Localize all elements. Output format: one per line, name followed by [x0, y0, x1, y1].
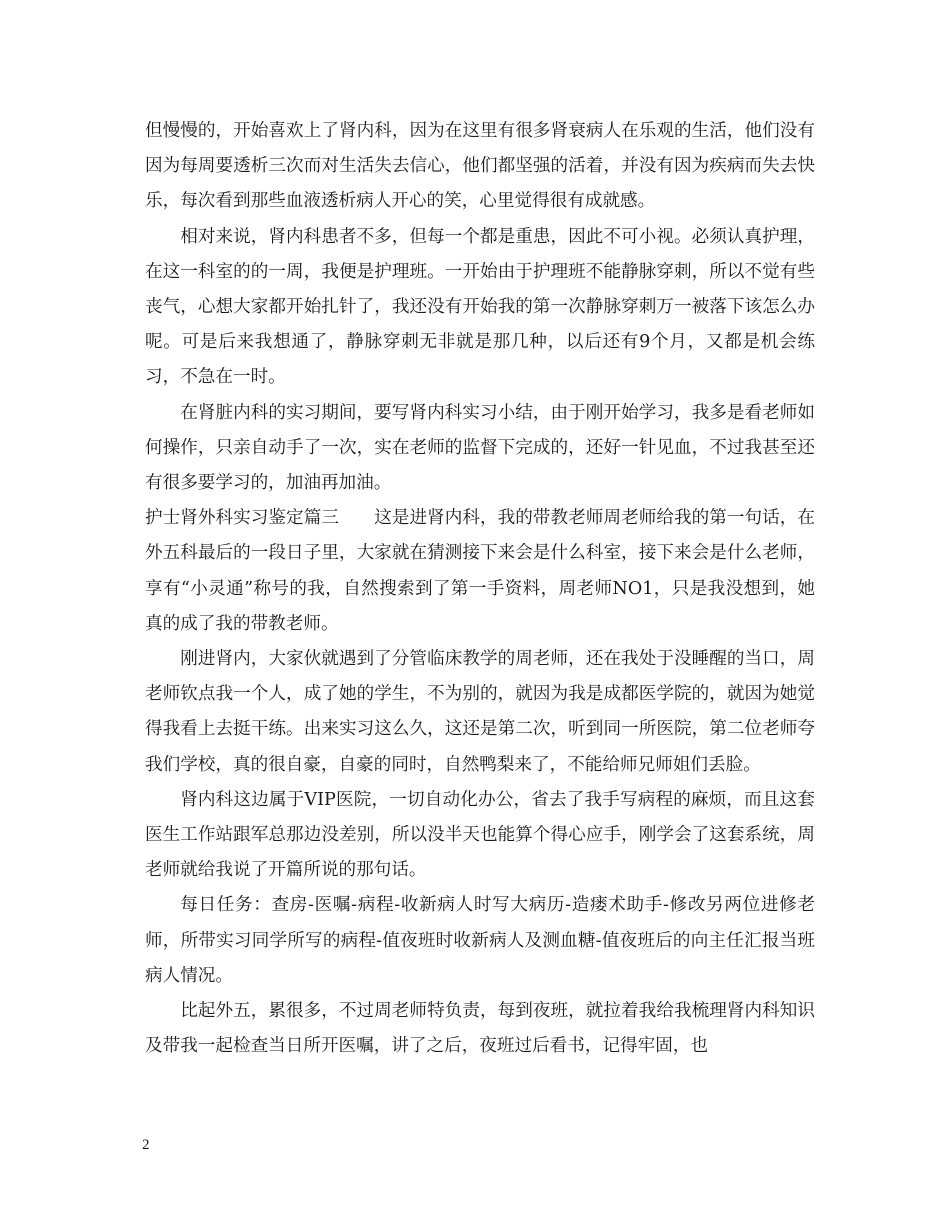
paragraph-6: 肾内科这边属于VIP医院，一切自动化办公，省去了我手写病程的麻烦，而且这套医生工作站跟军总那边没差别，所以没半天也能算个得心应手，刚学会了这套系统，周老师就给我说了开篇所说的那句话。 [145, 789, 815, 881]
paragraph-4-section-heading: 护士肾外科实习鉴定篇三 这是进肾内科，我的带教老师周老师给我的第一句话，在外五科最后的一段日子里，大家就在猜测接下来会是什么科室，接下来会是什么老师，享有“小灵通”称号的我，自然搜索到了第一手资料，周老师NO1，只是我没想到，她真的成了我的带教老师。 [145, 508, 815, 634]
paragraph-2: 相对来说，肾内科患者不多，但每一个都是重患，因此不可小视。必须认真护理，在这一科室的的一周，我便是护理班。一开始由于护理班不能静脉穿刺，所以不觉有些丧气，心想大家都开始扎针了，我还没有开始我的第一次静脉穿刺万一被落下该怎么办呢。可是后来我想通了，静脉穿刺无非就是那几种，以后还有9个月，又都是机会练习，不急在一时。 [145, 226, 815, 388]
paragraph-3: 在肾脏内科的实习期间，要写肾内科实习小结，由于刚开始学习，我多是看老师如何操作，只亲自动手了一次，实在老师的监督下完成的，还好一针见血，不过我甚至还有很多要学习的，加油再加油。 [145, 402, 815, 494]
paragraph-5: 刚进肾内，大家伙就遇到了分管临床教学的周老师，还在我处于没睡醒的当口，周老师钦点我一个人，成了她的学生，不为别的，就因为我是成都医学院的，就因为她觉得我看上去挺干练。出来实习这么久，这还是第二次，听到同一所医院，第二位老师夸我们学校，真的很自豪，自豪的同时，自然鸭梨来了，不能给师兄师姐们丢脸。 [145, 649, 815, 775]
page-number: 2 [142, 1137, 150, 1153]
paragraph-1: 但慢慢的，开始喜欢上了肾内科，因为在这里有很多肾衰病人在乐观的生活，他们没有因为每周要透析三次而对生活失去信心，他们都坚强的活着，并没有因为疾病而失去快乐，每次看到那些血液透析病人开心的笑，心里觉得很有成就感。 [145, 121, 815, 212]
paragraph-7: 每日任务：查房-医嘱-病程-收新病人时写大病历-造瘘术助手-修改另两位进修老师，所带实习同学所写的病程-值夜班时收新病人及测血糖-值夜班后的向主任汇报当班病人情况。 [145, 895, 815, 986]
document-body [145, 114, 815, 1064]
paragraph-8: 比起外五，累很多，不过周老师特负责，每到夜班，就拉着我给我梳理肾内科知识及带我一起检查当日所开医嘱，讲了之后，夜班过后看书，记得牢固，也 [145, 1001, 815, 1057]
